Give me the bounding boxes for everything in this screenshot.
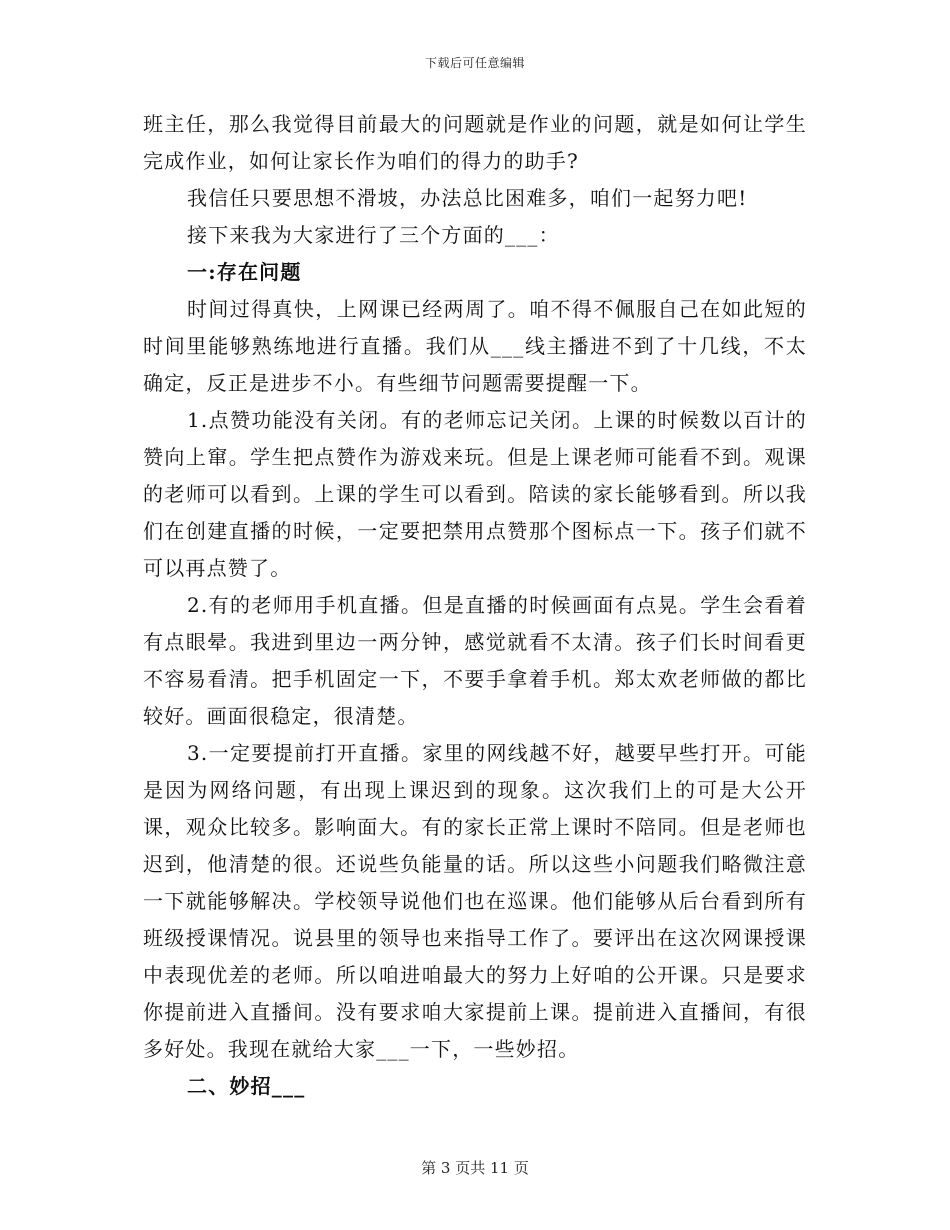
paragraph-overview: 时间过得真快，上网课已经两周了。咱不得不佩服自己在如此短的时间里能够熟练地进行直播。我们从___线主播进不到了十几线，不太确定，反正是进步不小。有些细节问题需要提醒一下。 [143, 297, 807, 395]
paragraph-point-3: 3.一定要提前打开直播。家里的网线越不好，越要早些打开。可能是因为网络问题，有出现上课迟到的现象。这次我们上的可是大公开课，观众比较多。影响面大。有的家长正常上课时不陪同。但是老师也迟到，他清楚的很。还说些负能量的话。所以这些小问题我们略微注意一下就能够解决。学校领导说他们也在巡课。他们能够从后台看到所有班级授课情况。说县里的领导也来指导工作了。要评出在这次网课授课中表现优差的老师。所以咱进咱最大的努力上好咱的公开课。只是要求你提前进入直播间。没有要求咱大家提前上课。提前进入直播间，有很多好处。我现在就给大家___一下，一些妙招。 [143, 741, 807, 1061]
section-heading-tips: 二、妙招___ [187, 1074, 306, 1098]
document-body [143, 106, 807, 1105]
page-header: 下载后可任意编辑 [424, 56, 525, 70]
page-footer: 第 3 页共 11 页 [421, 1159, 529, 1177]
paragraph-continuation: 班主任，那么我觉得目前最大的问题就是作业的问题，就是如何让学生完成作业，如何让家长作为咱们的得力的助手? [143, 112, 807, 173]
section-heading-problems: 一:存在问题 [187, 260, 302, 284]
paragraph-point-1: 1.点赞功能没有关闭。有的老师忘记关闭。上课的时候数以百计的赞向上窜。学生把点赞作为游戏来玩。但是上课老师可能看不到。观课的老师可以看到。上课的学生可以看到。陪读的家长能够看到。所以我们在创建直播的时候，一定要把禁用点赞那个图标点一下。孩子们就不可以再点赞了。 [143, 408, 807, 580]
paragraph-intro: 接下来我为大家进行了三个方面的___： [187, 223, 560, 247]
paragraph-encouragement: 我信任只要思想不滑坡，办法总比困难多，咱们一起努力吧! [187, 186, 748, 210]
paragraph-point-2: 2.有的老师用手机直播。但是直播的时候画面有点晃。学生会看着有点眼晕。我进到里边一两分钟，感觉就看不太清。孩子们长时间看更不容易看清。把手机固定一下，不要手拿着手机。郑太欢老师做的都比较好。画面很稳定，很清楚。 [143, 593, 807, 728]
